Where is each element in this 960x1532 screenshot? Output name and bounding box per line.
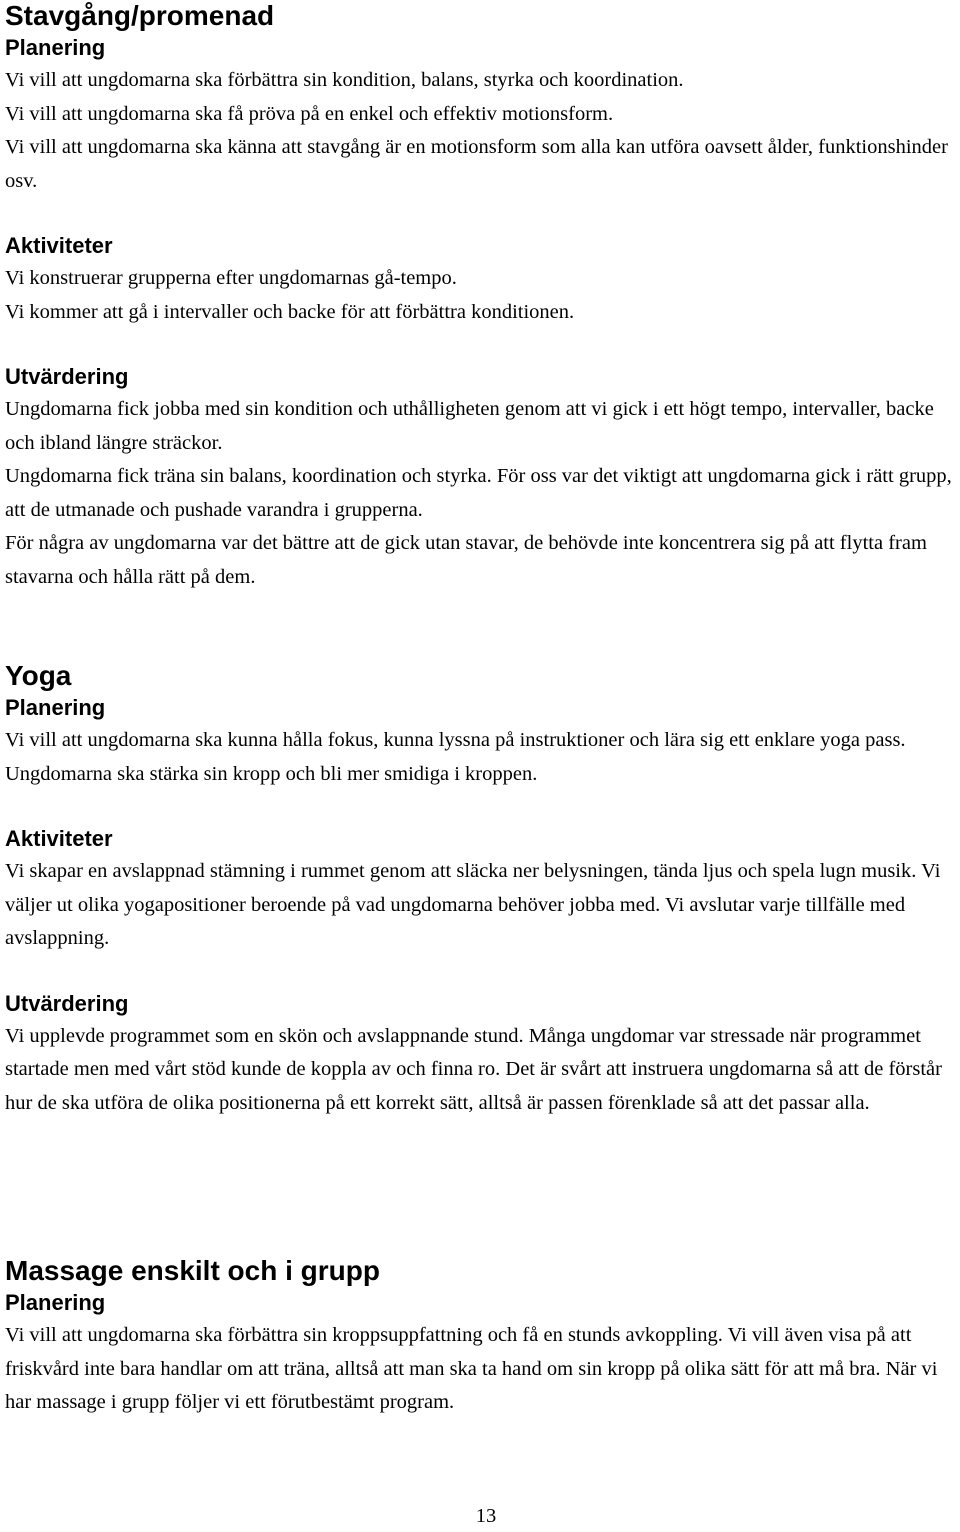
evaluation-heading: Utvärdering [5,990,129,1016]
activities-text: Vi konstruerar grupperna efter ungdomarnas gå-tempo. [5,267,457,289]
page-number: 13 [475,1505,497,1527]
spacer [5,198,960,230]
activities-text: Vi kommer att gå i intervaller och backe för att förbättra konditionen. [5,300,575,323]
section-title: Massage enskilt och i grupp [5,1255,380,1286]
spacer [5,956,960,988]
section-yoga [5,660,960,1120]
planning-text: Vi vill att ungdomarna ska förbättra sin kondition, balans, styrka och koordination. [5,69,684,91]
planning-text: Vi vill att ungdomarna ska känna att stavgång är en motionsform som alla kan utföra oavsett ålder, funktionshinder osv. [5,136,948,192]
planning-heading: Planering [5,695,106,720]
section-massage [5,1255,960,1420]
section-title: Yoga [5,660,72,691]
planning-text: Vi vill att ungdomarna ska förbättra sin kroppsuppfattning och få en stunds avkoppling. Vi vill även visa på att friskvård inte bara handlar om att träna, alltså att man ska ta hand om sin kropp på olika sätt för att må bra. När vi har massage i grupp följer vi ett förutbestämt program. [5,1324,938,1413]
evaluation-text: Ungdomarna fick träna sin balans, koordination och styrka. För oss var det viktigt att ungdomarna gick i rätt grupp, att de utmanade och pushade varandra i grupperna. [5,465,952,521]
activities-heading: Aktiviteter [5,826,113,851]
evaluation-heading: Utvärdering [5,364,129,389]
planning-heading: Planering [5,35,106,60]
spacer [5,329,960,361]
activities-text: Vi skapar en avslappnad stämning i rummet genom att släcka ner belysningen, tända ljus och spela lugn musik. Vi väljer ut olika yogapositioner beroende på vad ungdomarna behöver jobba med. Vi avslutar varje tillfälle med avslappning. [5,860,941,949]
spacer [5,791,960,823]
section-stavgang [5,0,960,594]
planning-text: Vi vill att ungdomarna ska få pröva på en enkel och effektiv motionsform. [5,102,614,125]
activities-heading: Aktiviteter [5,233,113,258]
planning-text: Vi vill att ungdomarna ska kunna hålla fokus, kunna lyssna på instruktioner och lära sig ett enklare yoga pass. [5,729,906,751]
planning-heading: Planering [5,1290,106,1315]
section-title: Stavgång/promenad [5,0,275,31]
evaluation-text: För några av ungdomarna var det bättre att de gick utan stavar, de behövde inte koncentrera sig på att flytta fram stavarna och hålla rätt på dem. [5,532,927,588]
planning-text: Ungdomarna ska stärka sin kropp och bli mer smidiga i kroppen. [5,762,538,785]
evaluation-text: Ungdomarna fick jobba med sin kondition och uthålligheten genom att vi gick i ett högt tempo, intervaller, backe och ibland längre sträckor. [5,398,934,454]
evaluation-text: Vi upplevde programmet som en skön och avslappnande stund. Många ungdomar var stressade när programmet startade men med vårt stöd kunde de koppla av och finna ro. Det är svårt att instruera ungdomarna så att de förstår hur de ska utföra de olika positionerna på ett korrekt sätt, alltså är passen förenklade så att det passar alla. [5,1024,942,1114]
